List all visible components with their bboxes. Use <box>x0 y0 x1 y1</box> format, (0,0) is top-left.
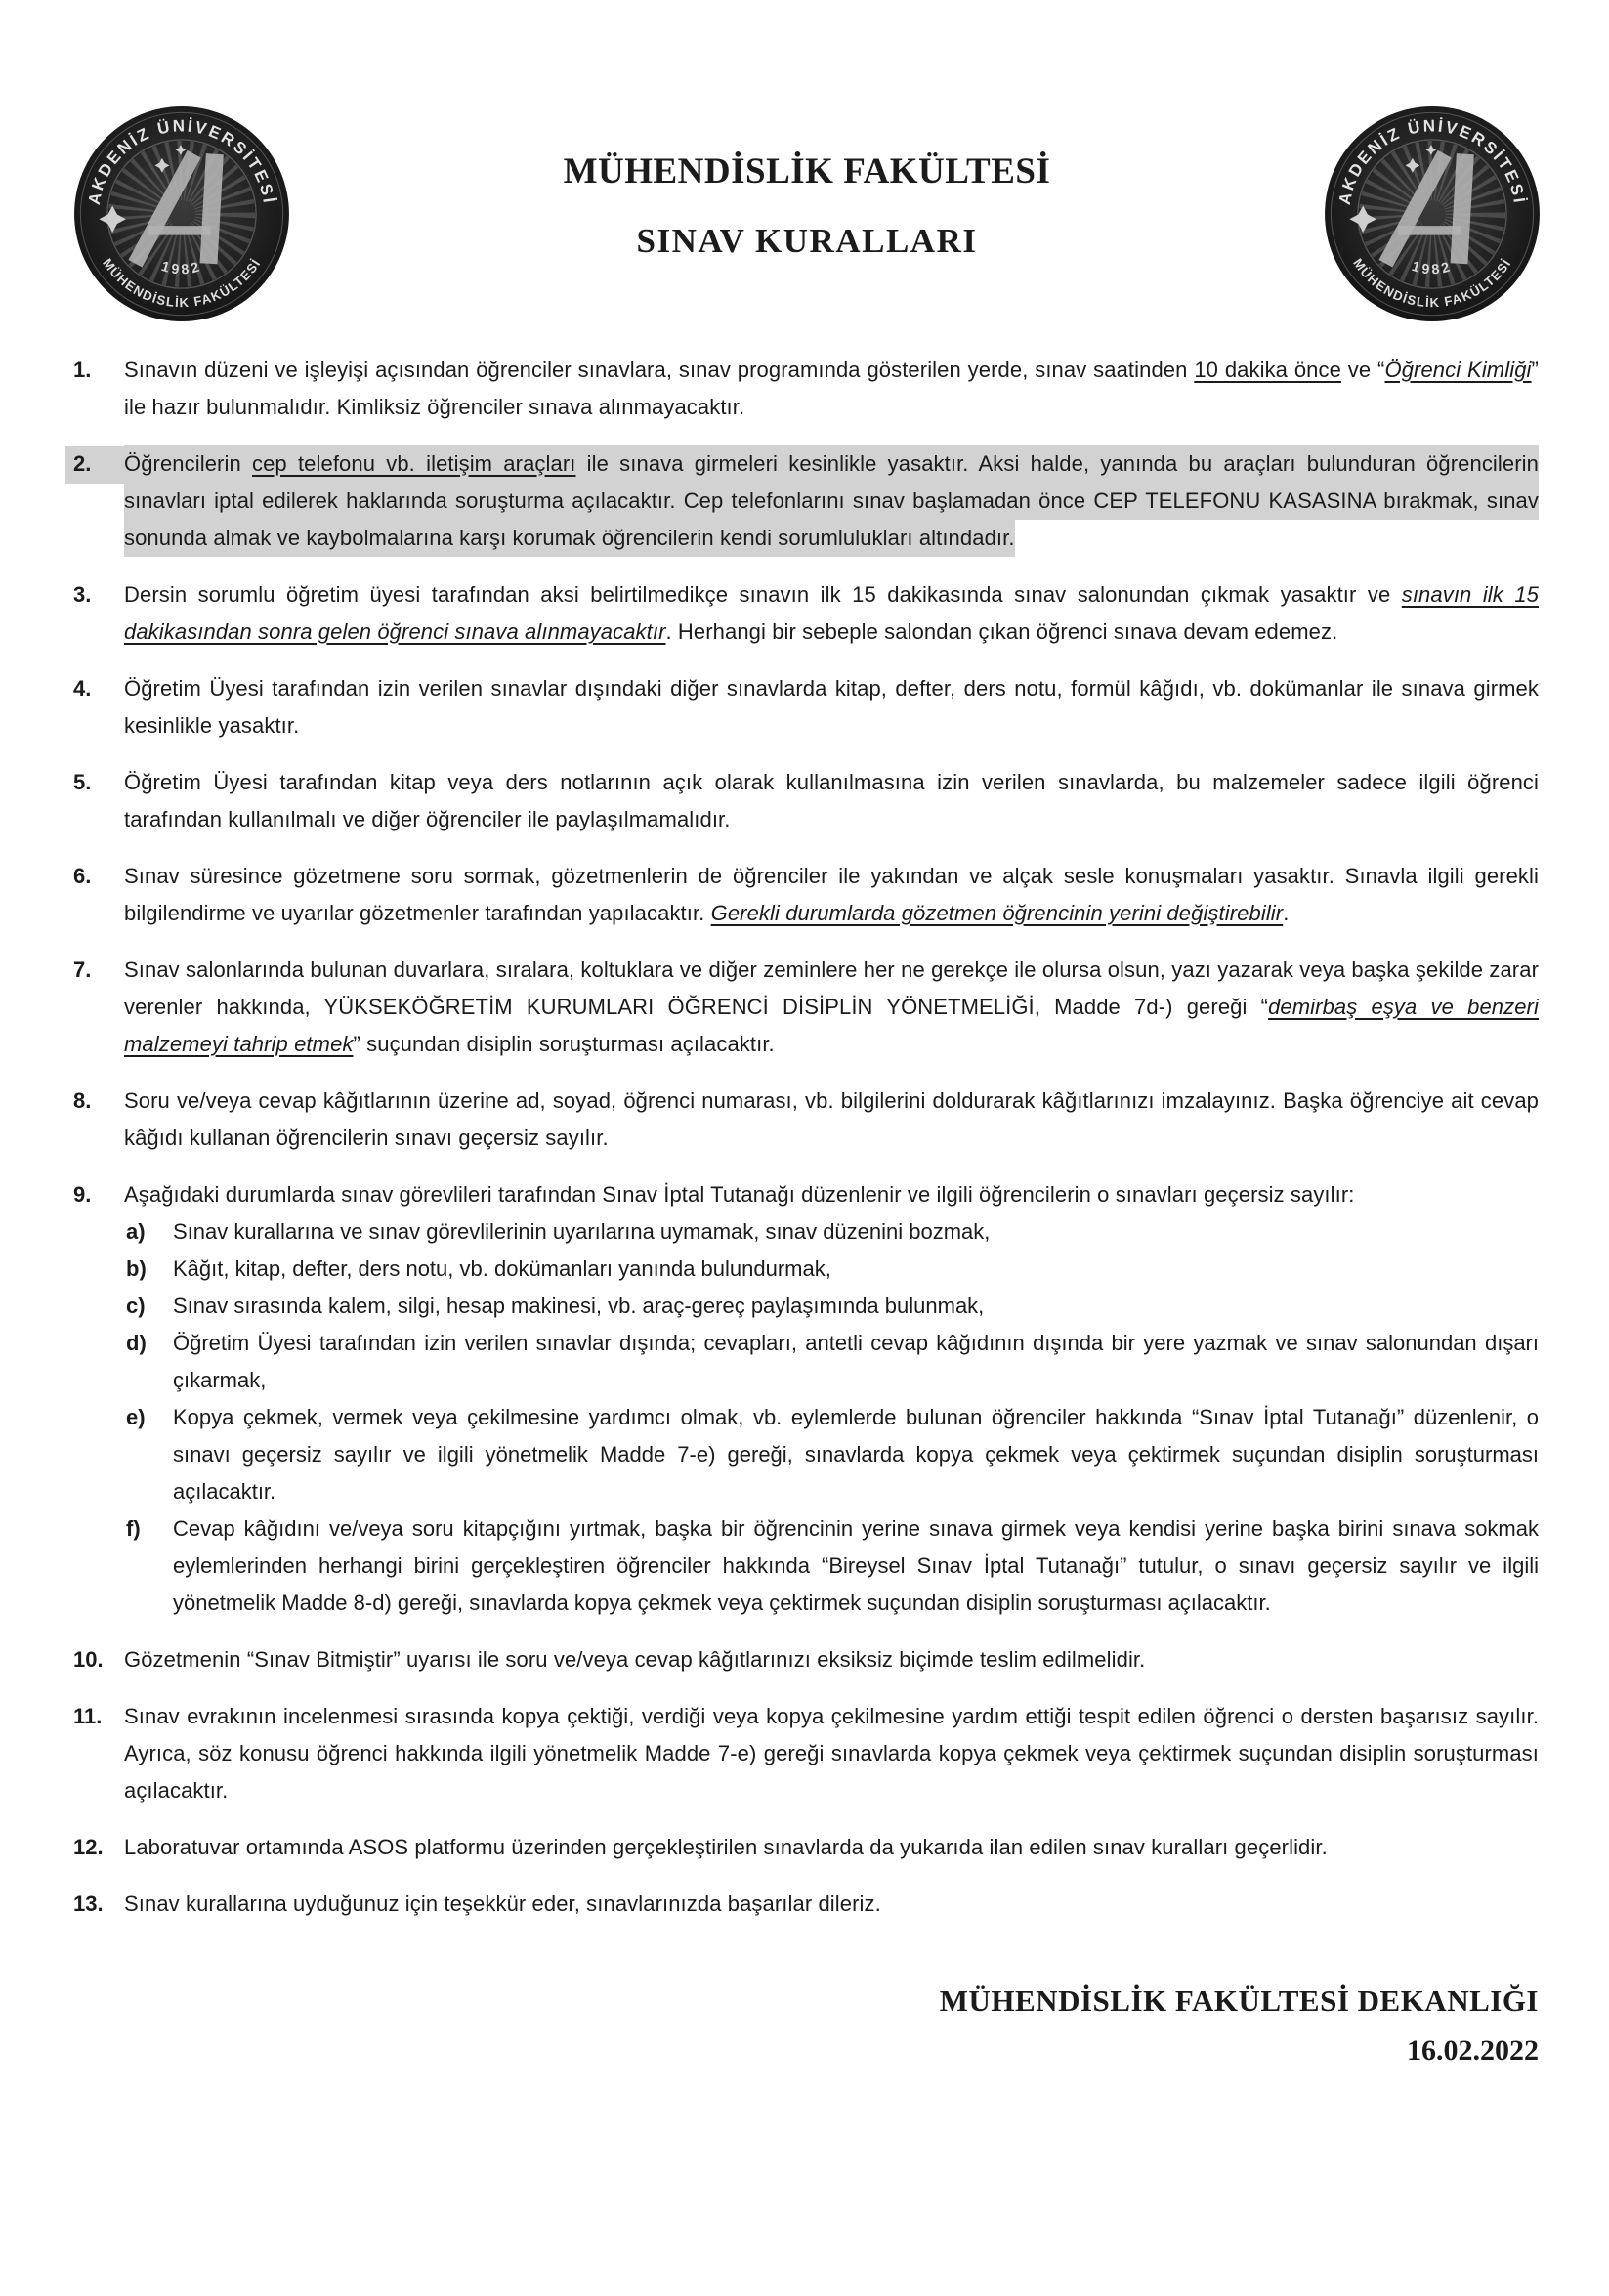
rule-text <box>124 576 1539 651</box>
emphasized-text: sınavın ilk 15 dakikasından sonra gelen öğrenci sınava alınmayacaktır <box>124 582 1539 644</box>
rule-number: 7. <box>73 957 92 982</box>
rules-list <box>0 352 1609 1923</box>
seal-bottom-text: MÜHENDİSLİK FAKÜLTESİ <box>1350 255 1514 311</box>
rule-number: 11. <box>73 1704 103 1728</box>
rule-item-2 <box>73 446 1539 557</box>
document-header <box>0 0 1609 322</box>
rule-text <box>124 1083 1539 1157</box>
subitem-text <box>173 1288 1539 1325</box>
text-segment: Kopya çekmek, vermek veya çekilmesine yardımcı olmak, vb. eylemlerde bulunan öğrenciler hakkında “Sınav İptal Tutanağı” düzenlenir, o sınavı geçersiz sayılır ve ilgili yönetmelik Madde 7-e) gereği, sınavlarda kopya çekmek veya çektirmek suçundan disiplin soruşturması açılacaktır. <box>173 1405 1539 1504</box>
subitem-text <box>173 1325 1539 1399</box>
subitem-letter: e) <box>126 1405 146 1429</box>
rule-number: 10. <box>73 1647 104 1672</box>
rule-subitem-b <box>124 1251 1539 1288</box>
text-segment: ile sınava girmeleri kesinlikle yasaktır. Aksi halde, yanında bu araçları bulunduran öğrencilerin sınavları iptal edilerek haklarında soruşturma açılacaktır. Cep telefonlarını sınav başlamadan önce CEP TELEFONU KASASINA bırakmak, sınav sonunda almak ve kaybolmalarına karşı korumak öğrencilerin kendi sorumlulukları altındadır. <box>124 451 1539 550</box>
university-seal-graphic <box>73 106 290 322</box>
document-footer <box>0 1942 1609 2067</box>
seal-top-text: AKDENİZ ÜNİVERSİTESİ <box>84 116 279 207</box>
highlighted-text <box>124 445 1539 557</box>
university-seal-left <box>73 106 290 322</box>
subitem-letter: a) <box>126 1219 146 1244</box>
rule-item-7 <box>73 952 1539 1063</box>
rule-item-1 <box>73 352 1539 426</box>
rule-subitem-e <box>124 1399 1539 1510</box>
rule-item-8 <box>73 1083 1539 1157</box>
subitem-text <box>173 1510 1539 1622</box>
rule-item-5 <box>73 764 1539 838</box>
text-segment: Sınav kurallarına uyduğunuz için teşekkür eder, sınavlarınızda başarılar dileriz. <box>124 1892 881 1916</box>
rule-text <box>124 1698 1539 1809</box>
rule-number: 13. <box>73 1892 104 1916</box>
seal-year-text: 1982 <box>159 258 204 278</box>
emphasized-text: demirbaş eşya ve benzeri malzemeyi tahrip etmek <box>124 995 1539 1056</box>
rule-item-10 <box>73 1641 1539 1679</box>
rule-item-12 <box>73 1829 1539 1866</box>
rule-number: 5. <box>73 770 92 794</box>
faculty-title: MÜHENDİSLİK FAKÜLTESİ <box>563 151 1051 191</box>
seal-year-text: 1982 <box>1410 258 1455 278</box>
rule-text <box>124 352 1539 426</box>
emphasized-text: Öğrenci Kimliği <box>1384 358 1532 382</box>
rule-subitem-a <box>124 1213 1539 1251</box>
text-segment: Aşağıdaki durumlarda sınav görevlileri tarafından Sınav İptal Tutanağı düzenlenir ve ilgili öğrencilerin o sınavları geçersiz sayılır: <box>124 1182 1355 1207</box>
text-segment: Öğretim Üyesi tarafından kitap veya ders notlarının açık olarak kullanılmasına izin verilen sınavlarda, bu malzemeler sadece ilgili öğrenci tarafından kullanılmalı ve diğer öğrenciler ile paylaşılmamalıdır. <box>124 770 1539 831</box>
rule-text <box>124 1176 1539 1213</box>
rule-item-4 <box>73 670 1539 744</box>
emphasized-text: 10 dakika önce <box>1194 358 1341 382</box>
rule-subitem-d <box>124 1325 1539 1399</box>
text-segment: . <box>1283 901 1290 925</box>
rule-number: 2. <box>65 446 124 484</box>
text-segment: Dersin sorumlu öğretim üyesi tarafından aksi belirtilmedikçe sınavın ilk 15 dakikasında sınav salonundan çıkmak yasaktır ve <box>124 582 1402 607</box>
text-segment: ” ile hazır bulunmalıdır. Kimliksiz öğrenciler sınava alınmayacaktır. <box>124 358 1539 419</box>
rule-number: 8. <box>73 1088 92 1113</box>
university-seal-graphic <box>1324 106 1541 322</box>
rule-number: 1. <box>73 358 92 382</box>
text-segment: ve “ <box>1340 358 1385 382</box>
rule-number: 12. <box>73 1835 104 1859</box>
subitem-letter: c) <box>126 1294 146 1318</box>
rule-number: 9. <box>73 1182 92 1207</box>
text-segment: ” suçundan disiplin soruşturması açılacaktır. <box>353 1032 775 1056</box>
rule-text <box>124 858 1539 932</box>
emphasized-text: cep telefonu vb. iletişim araçları <box>252 451 576 476</box>
header-titles <box>290 80 1324 261</box>
text-segment: Sınav sırasında kalem, silgi, hesap makinesi, vb. araç-gereç paylaşımında bulunmak, <box>173 1294 985 1318</box>
rule-item-6 <box>73 858 1539 932</box>
rule-text <box>124 1641 1539 1679</box>
text-segment: Sınav salonlarında bulunan duvarlara, sıralara, koltuklara ve diğer zeminlere her ne gerekçe ile olursa olsun, yazı yazarak veya başka şekilde zarar verenler hakkında, YÜKSEKÖĞRETİM KURUMLARI ÖĞRENCİ DİSİPLİN YÖNETMELİĞİ, Madde 7d-) gereği “ <box>124 957 1539 1019</box>
text-segment: Sınavın düzeni ve işleyişi açısından öğrenciler sınavlara, sınav programında gösterilen yerde, sınav saatinden <box>124 358 1195 382</box>
rule-text <box>124 1829 1539 1866</box>
rule-item-11 <box>73 1698 1539 1809</box>
rule-text <box>124 764 1539 838</box>
emphasized-text: Gerekli durumlarda gözetmen öğrencinin yerini değiştirebilir <box>710 901 1284 925</box>
text-segment: Soru ve/veya cevap kâğıtlarının üzerine ad, soyad, öğrenci numarası, vb. bilgilerini doldurarak kâğıtlarınızı imzalayınız. Başka öğrenciye ait cevap kâğıdı kullanan öğrencilerin sınavı geçersiz sayılır. <box>124 1088 1539 1150</box>
rule-subitem-c <box>124 1288 1539 1325</box>
subitem-text <box>173 1251 1539 1288</box>
rule-number: 4. <box>73 676 92 701</box>
subitem-text <box>173 1399 1539 1510</box>
subitem-letter: f) <box>126 1516 141 1541</box>
text-segment: Sınav süresince gözetmene soru sormak, gözetmenlerin de öğrenciler ile yakından ve alçak sesle konuşmaları yasaktır. Sınavla ilgili gerekli bilgilendirme ve uyarılar gözetmenler tarafından yapılacaktır. <box>124 864 1539 925</box>
subitem-letter: d) <box>126 1331 147 1355</box>
rule-item-3 <box>73 576 1539 651</box>
text-segment: Laboratuvar ortamında ASOS platformu üzerinden gerçekleştirilen sınavlarda da yukarıda ilan edilen sınav kuralları geçerlidir. <box>124 1835 1328 1859</box>
subitem-text <box>173 1213 1539 1251</box>
text-segment: Kâğıt, kitap, defter, ders notu, vb. dokümanları yanında bulundurmak, <box>173 1256 831 1281</box>
university-seal-right <box>1324 106 1541 322</box>
rule-text <box>124 670 1539 744</box>
rule-item-13 <box>73 1886 1539 1923</box>
rule-number: 6. <box>73 864 92 888</box>
text-segment: Sınav kurallarına ve sınav görevlilerinin uyarılarına uymamak, sınav düzenini bozmak, <box>173 1219 991 1244</box>
signature-line: MÜHENDİSLİK FAKÜLTESİ DEKANLIĞI <box>939 1983 1539 2018</box>
seal-bottom-text: MÜHENDİSLİK FAKÜLTESİ <box>100 255 264 311</box>
text-segment: Cevap kâğıdını ve/veya soru kitapçığını yırtmak, başka bir öğrencinin yerine sınava girmek veya kendisi yerine başka birini sınava sokmak eylemlerinden herhangi birini gerçekleştiren öğrenciler hakkında “Bireysel Sınav İptal Tutanağı” tutulur, o sınavı geçersiz sayılır ve ilgili yönetmelik Madde 8-d) gereği, sınavlarda kopya çekmek veya çektirmek suçundan disiplin soruşturması açılacaktır. <box>173 1516 1539 1615</box>
text-segment: Öğretim Üyesi tarafından izin verilen sınavlar dışındaki diğer sınavlarda kitap, defter, ders notu, formül kâğıdı, vb. dokümanlar ile sınava girmek kesinlikle yasaktır. <box>124 676 1539 738</box>
subitem-letter: b) <box>126 1256 147 1281</box>
text-segment: . Herhangi bir sebeple salondan çıkan öğrenci sınava devam edemez. <box>665 619 1338 644</box>
document-title: SINAV KURALLARI <box>636 222 978 260</box>
date-line: 16.02.2022 <box>1407 2034 1539 2066</box>
rule-subitem-f <box>124 1510 1539 1622</box>
rule-text <box>124 952 1539 1063</box>
rule-subitems <box>124 1213 1539 1622</box>
text-segment: Öğretim Üyesi tarafından izin verilen sınavlar dışında; cevapları, antetli cevap kâğıdının dışında bir yere yazmak ve sınav salonundan dışarı çıkarmak, <box>173 1331 1539 1392</box>
text-segment: Sınav evrakının incelenmesi sırasında kopya çektiği, verdiği veya kopya çekilmesine yardım ettiği tespit edilen öğrenci o dersten başarısız sayılır. Ayrıca, söz konusu öğrenci hakkında ilgili yönetmelik Madde 7-e) gereği sınavlarda kopya çekmek veya çektirmek suçundan disiplin soruşturması açılacaktır. <box>124 1704 1539 1803</box>
text-segment: Öğrencilerin <box>124 451 252 476</box>
rule-number: 3. <box>73 582 92 607</box>
rule-text <box>124 1886 1539 1923</box>
rule-text <box>124 446 1539 557</box>
seal-top-text: AKDENİZ ÜNİVERSİTESİ <box>1334 116 1530 207</box>
text-segment: Gözetmenin “Sınav Bitmiştir” uyarısı ile soru ve/veya cevap kâğıtlarınızı eksiksiz biçimde teslim edilmelidir. <box>124 1647 1146 1672</box>
rule-item-9 <box>73 1176 1539 1622</box>
